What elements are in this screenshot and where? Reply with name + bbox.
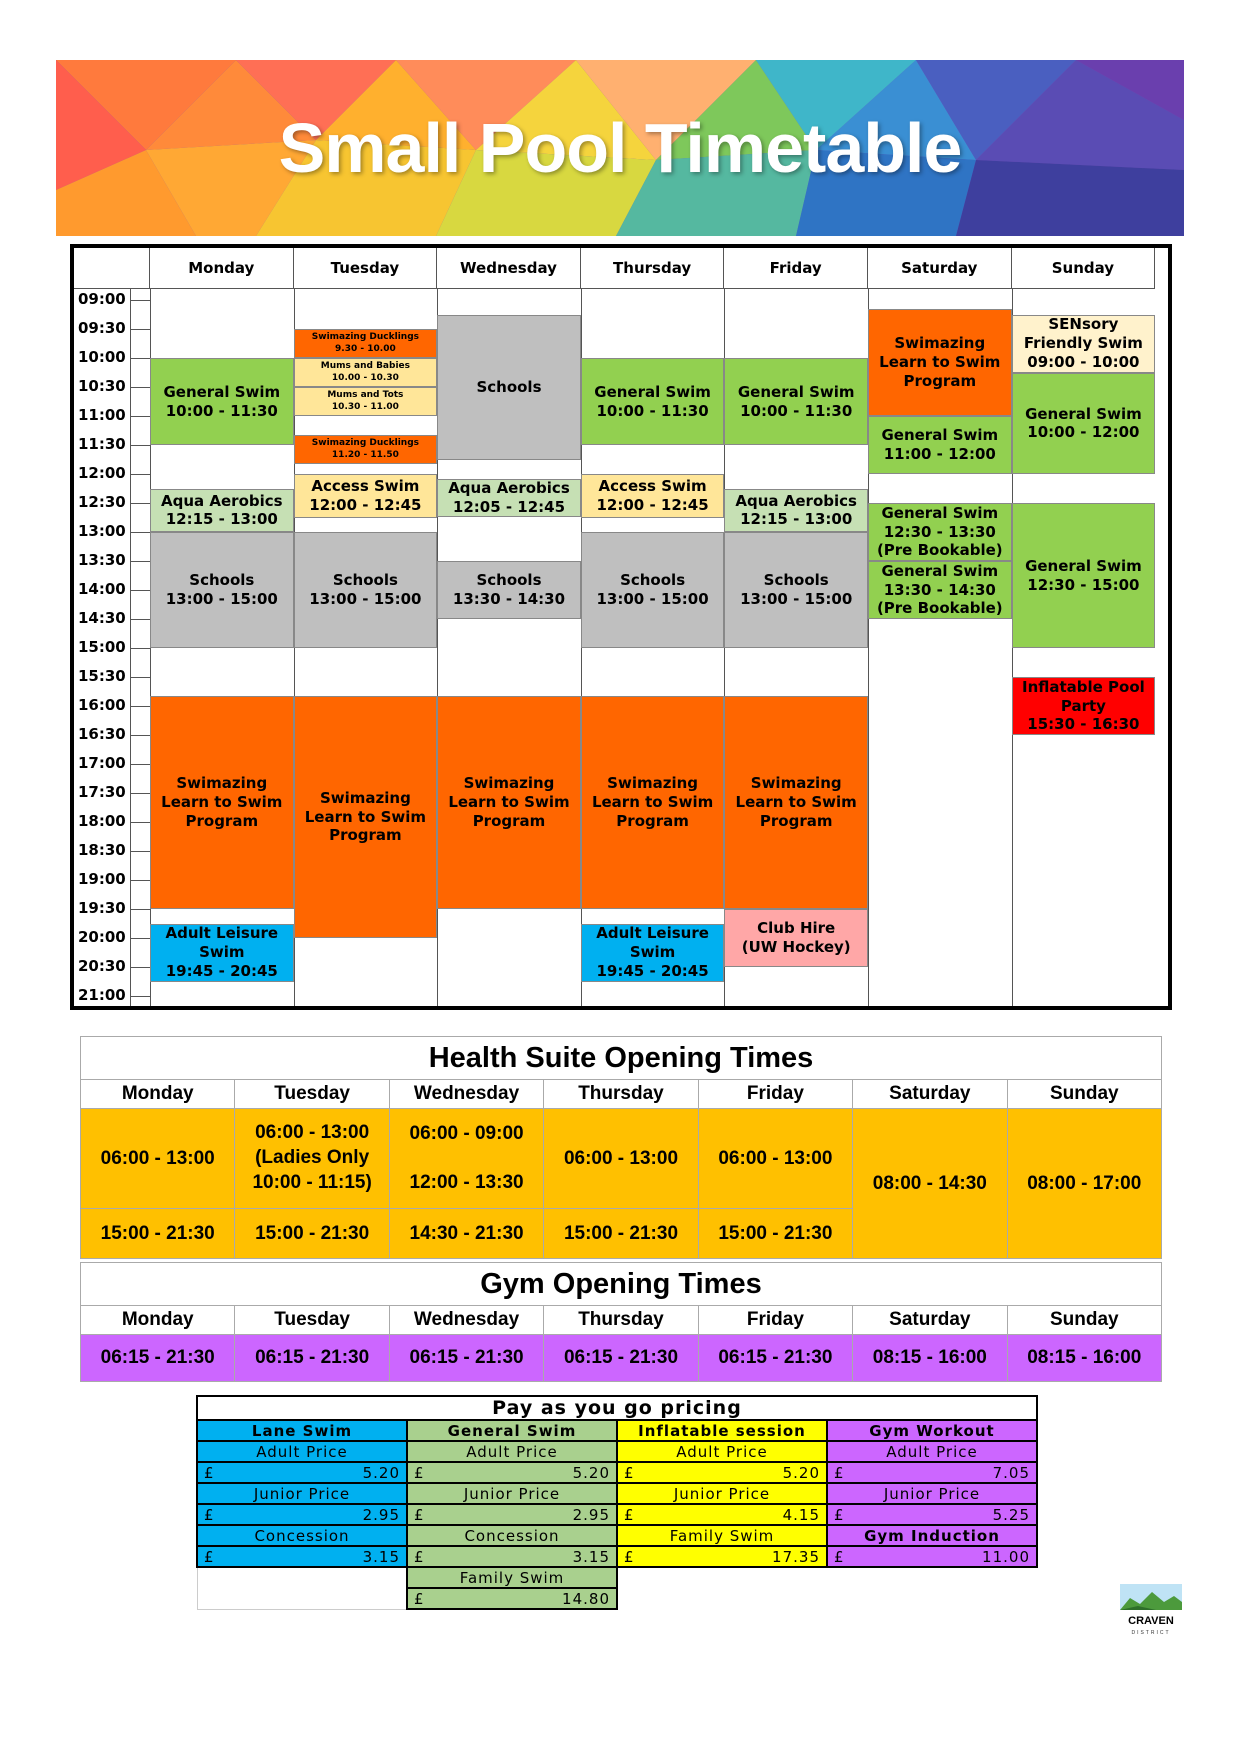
event-text: 13:00 - 15:00 bbox=[165, 590, 278, 608]
time-tick bbox=[130, 358, 150, 359]
event-text: Schools bbox=[189, 571, 255, 590]
time-label: 19:30 bbox=[78, 899, 126, 917]
currency-symbol: £ bbox=[624, 1547, 635, 1566]
event-text: Learn to Swim bbox=[161, 793, 283, 812]
event-text: 9.30 - 10.00 bbox=[335, 343, 396, 354]
time-label: 21:00 bbox=[78, 986, 126, 1004]
hs-tue-am-time: 06:00 - 13:00 bbox=[255, 1122, 370, 1144]
day-header-monday: Monday bbox=[150, 248, 294, 289]
event-text: 10.30 - 11.00 bbox=[331, 401, 399, 412]
time-label: 09:00 bbox=[78, 290, 126, 308]
price-cell bbox=[407, 1504, 617, 1525]
time-tick bbox=[130, 590, 150, 591]
event-text: Learn to Swim bbox=[879, 352, 1001, 371]
timetable-event bbox=[868, 503, 1012, 561]
event-text: Adult Leisure bbox=[165, 924, 279, 943]
pool-timetable bbox=[70, 244, 1172, 1010]
timetable-event bbox=[581, 358, 725, 445]
event-text: Schools bbox=[763, 571, 829, 590]
event-text: 12:15 - 13:00 bbox=[165, 510, 278, 529]
time-tick bbox=[130, 387, 150, 388]
gym-hours-cell: 08:15 - 16:00 bbox=[853, 1335, 1007, 1382]
event-text: Schools bbox=[476, 571, 542, 590]
time-label: 15:30 bbox=[78, 667, 126, 685]
time-label: 18:00 bbox=[78, 812, 126, 830]
event-text: Aqua Aerobics bbox=[735, 491, 857, 510]
event-text: Swimazing bbox=[894, 334, 986, 353]
gym-hours-cell: 06:15 - 21:30 bbox=[81, 1335, 235, 1382]
hs-wed-am1: 06:00 - 09:00 bbox=[389, 1109, 543, 1159]
craven-logo bbox=[1120, 1584, 1182, 1636]
hs-wed-am2: 12:00 - 13:30 bbox=[389, 1159, 543, 1209]
price-cell bbox=[407, 1546, 617, 1567]
event-text: Party bbox=[1060, 696, 1106, 715]
event-text: Swim bbox=[629, 943, 676, 962]
gym-hours-cell: 08:15 - 16:00 bbox=[1007, 1335, 1161, 1382]
timetable-event bbox=[437, 561, 581, 619]
price-label: Adult Price bbox=[827, 1441, 1037, 1462]
event-text: 13:30 - 14:30 bbox=[883, 580, 996, 599]
event-text: Mums and Babies bbox=[320, 360, 410, 371]
price-value: 2.95 bbox=[572, 1505, 610, 1524]
event-text: 12:00 - 12:45 bbox=[309, 495, 422, 514]
day-header-wednesday: Wednesday bbox=[437, 248, 581, 289]
timetable-event bbox=[724, 532, 868, 648]
gym-day: Monday bbox=[81, 1306, 235, 1335]
event-text: Adult Leisure bbox=[596, 924, 709, 943]
event-text: 10:00 - 11:30 bbox=[165, 401, 278, 420]
timetable-event bbox=[150, 358, 294, 445]
timetable-event bbox=[150, 532, 294, 648]
hs-day: Saturday bbox=[853, 1080, 1007, 1109]
timetable-event bbox=[1012, 503, 1156, 648]
time-tick bbox=[130, 300, 150, 301]
time-tick bbox=[130, 445, 150, 446]
time-label: 18:30 bbox=[78, 841, 126, 859]
event-text: General Swim bbox=[1025, 404, 1142, 423]
day-header-friday: Friday bbox=[724, 248, 868, 289]
currency-symbol: £ bbox=[834, 1463, 845, 1482]
price-value: 3.15 bbox=[572, 1547, 610, 1566]
price-label: Adult Price bbox=[617, 1441, 827, 1462]
day-header-tuesday: Tuesday bbox=[294, 248, 438, 289]
hs-fri-am: 06:00 - 13:00 bbox=[698, 1109, 852, 1209]
price-label: Adult Price bbox=[407, 1441, 617, 1462]
general-swim-header: General Swim bbox=[407, 1420, 617, 1441]
time-tick bbox=[130, 996, 150, 997]
price-label: Concession bbox=[407, 1525, 617, 1546]
price-value: 5.20 bbox=[782, 1463, 820, 1482]
currency-symbol: £ bbox=[624, 1463, 635, 1482]
currency-symbol: £ bbox=[414, 1505, 425, 1524]
time-label: 10:30 bbox=[78, 377, 126, 395]
timetable-event bbox=[724, 909, 868, 967]
event-text: Program bbox=[903, 371, 977, 390]
event-text: Swimazing bbox=[176, 774, 268, 793]
event-text: Learn to Swim bbox=[304, 807, 427, 826]
price-cell bbox=[827, 1546, 1037, 1567]
event-text: General Swim bbox=[881, 561, 999, 580]
title-banner bbox=[56, 60, 1184, 236]
event-text: Swimazing Ducklings bbox=[311, 331, 419, 342]
event-text: (Pre Bookable) bbox=[876, 599, 1003, 618]
currency-symbol: £ bbox=[204, 1505, 215, 1524]
time-tick bbox=[130, 706, 150, 707]
event-text: Learn to Swim bbox=[735, 793, 857, 812]
time-label: 10:00 bbox=[78, 348, 126, 366]
event-text: Program bbox=[329, 826, 402, 845]
event-text: 15:30 - 16:30 bbox=[1027, 715, 1140, 734]
event-text: General Swim bbox=[594, 382, 711, 401]
time-label: 16:00 bbox=[78, 696, 126, 714]
event-text: General Swim bbox=[737, 382, 855, 401]
gym-hours-cell: 06:15 - 21:30 bbox=[544, 1335, 698, 1382]
corner-cell bbox=[74, 248, 150, 289]
event-text: 09:00 - 10:00 bbox=[1027, 352, 1140, 371]
price-label: Adult Price bbox=[197, 1441, 407, 1462]
day-header-thursday: Thursday bbox=[581, 248, 725, 289]
day-header-sunday: Sunday bbox=[1012, 248, 1156, 289]
gym-day: Saturday bbox=[853, 1306, 1007, 1335]
hs-thu-pm: 15:00 - 21:30 bbox=[544, 1209, 698, 1259]
event-text: Inflatable Pool bbox=[1021, 677, 1145, 696]
time-label: 14:00 bbox=[78, 580, 126, 598]
price-value: 5.25 bbox=[992, 1505, 1030, 1524]
timetable-event bbox=[868, 561, 1012, 619]
event-text: Mums and Tots bbox=[327, 389, 404, 400]
time-label: 20:00 bbox=[78, 928, 126, 946]
lane-swim-header: Lane Swim bbox=[197, 1420, 407, 1441]
timetable-event bbox=[1012, 677, 1156, 735]
time-tick bbox=[130, 677, 150, 678]
timetable-event bbox=[1012, 315, 1156, 373]
health-suite-days bbox=[81, 1080, 1162, 1109]
time-tick bbox=[130, 329, 150, 330]
timetable-event bbox=[581, 532, 725, 648]
day-header-saturday: Saturday bbox=[868, 248, 1012, 289]
event-text: Schools bbox=[476, 377, 542, 396]
timetable-event bbox=[581, 474, 725, 518]
gym-day: Sunday bbox=[1007, 1306, 1161, 1335]
currency-symbol: £ bbox=[414, 1589, 425, 1608]
hs-tue-pm: 15:00 - 21:30 bbox=[235, 1209, 389, 1259]
price-label: Junior Price bbox=[407, 1483, 617, 1504]
timetable-event bbox=[1012, 373, 1156, 475]
time-label: 11:30 bbox=[78, 435, 126, 453]
timetable-event bbox=[437, 696, 581, 909]
event-text: Program bbox=[185, 811, 259, 830]
timetable-event bbox=[150, 696, 294, 909]
time-label: 13:00 bbox=[78, 522, 126, 540]
timetable-event bbox=[581, 924, 725, 982]
time-tick bbox=[130, 880, 150, 881]
event-text: General Swim bbox=[1025, 556, 1142, 575]
price-value: 3.15 bbox=[362, 1547, 400, 1566]
event-text: 12:00 - 12:45 bbox=[596, 495, 709, 514]
event-text: 12:30 - 15:00 bbox=[1027, 575, 1140, 594]
health-suite-title: Health Suite Opening Times bbox=[81, 1037, 1162, 1080]
price-cell bbox=[197, 1504, 407, 1525]
event-text: Swimazing bbox=[319, 788, 411, 807]
hs-tue-note: 10:00 - 11:15) bbox=[252, 1171, 372, 1193]
event-text: 10.00 - 10.30 bbox=[331, 372, 399, 383]
time-tick bbox=[130, 648, 150, 649]
time-label: 12:30 bbox=[78, 493, 126, 511]
event-text: General Swim bbox=[881, 426, 999, 445]
time-label: 17:30 bbox=[78, 783, 126, 801]
timetable-event bbox=[294, 474, 438, 518]
event-text: 13:00 - 15:00 bbox=[596, 590, 709, 608]
hs-tue-note: (Ladies Only bbox=[255, 1147, 370, 1169]
price-cell bbox=[407, 1588, 617, 1609]
inflatable-header: Inflatable session bbox=[617, 1420, 827, 1441]
timetable-event bbox=[581, 696, 725, 909]
time-tick bbox=[130, 909, 150, 910]
price-value: 5.20 bbox=[572, 1463, 610, 1482]
time-tick bbox=[130, 967, 150, 968]
event-text: Swimazing bbox=[750, 774, 842, 793]
hs-day: Sunday bbox=[1007, 1080, 1161, 1109]
time-label: 11:00 bbox=[78, 406, 126, 424]
event-text: Learn to Swim bbox=[591, 793, 714, 812]
logo-text: CRAVEN bbox=[1128, 1615, 1174, 1627]
timetable-grid bbox=[74, 248, 1168, 1006]
hs-sun: 08:00 - 17:00 bbox=[1007, 1109, 1161, 1259]
event-text: 10:00 - 12:00 bbox=[1027, 423, 1140, 442]
event-text: SENsory bbox=[1048, 315, 1119, 334]
currency-symbol: £ bbox=[204, 1547, 215, 1566]
price-cell bbox=[827, 1504, 1037, 1525]
time-label: 09:30 bbox=[78, 319, 126, 337]
price-cell bbox=[827, 1462, 1037, 1483]
price-label: Family Swim bbox=[617, 1525, 827, 1546]
gym-day: Wednesday bbox=[389, 1306, 543, 1335]
hs-mon-pm: 15:00 - 21:30 bbox=[81, 1209, 235, 1259]
time-tick bbox=[130, 938, 150, 939]
time-label: 13:30 bbox=[78, 551, 126, 569]
currency-symbol: £ bbox=[834, 1547, 845, 1566]
event-text: Club Hire bbox=[757, 919, 836, 938]
price-cell bbox=[617, 1546, 827, 1567]
price-cell bbox=[407, 1462, 617, 1483]
hs-day: Tuesday bbox=[235, 1080, 389, 1109]
event-text: Friendly Swim bbox=[1023, 334, 1143, 353]
price-cell bbox=[197, 1546, 407, 1567]
event-text: Swim bbox=[199, 943, 245, 962]
hs-day: Monday bbox=[81, 1080, 235, 1109]
time-tick bbox=[130, 474, 150, 475]
hs-tue-am bbox=[235, 1109, 389, 1209]
price-cell bbox=[617, 1462, 827, 1483]
price-cell bbox=[617, 1504, 827, 1525]
hs-day: Wednesday bbox=[389, 1080, 543, 1109]
time-tick bbox=[130, 822, 150, 823]
price-value: 11.00 bbox=[982, 1547, 1030, 1566]
event-text: 13:30 - 14:30 bbox=[452, 590, 566, 608]
event-text: Aqua Aerobics bbox=[448, 479, 570, 498]
time-label: 17:00 bbox=[78, 754, 126, 772]
gym-table bbox=[80, 1262, 1162, 1382]
event-text: 13:00 - 15:00 bbox=[309, 590, 422, 608]
event-text: 12:15 - 13:00 bbox=[740, 510, 853, 529]
pricing-table bbox=[196, 1395, 1038, 1610]
time-label: 15:00 bbox=[78, 638, 126, 656]
gym-hours-cell: 06:15 - 21:30 bbox=[698, 1335, 852, 1382]
event-text: Swimazing bbox=[463, 774, 555, 793]
event-text: Aqua Aerobics bbox=[161, 491, 283, 510]
gym-day: Thursday bbox=[544, 1306, 698, 1335]
time-tick bbox=[130, 619, 150, 620]
price-label: Junior Price bbox=[197, 1483, 407, 1504]
event-text: Program bbox=[472, 811, 546, 830]
timetable-event bbox=[868, 309, 1012, 416]
timetable-event bbox=[294, 329, 438, 358]
hs-fri-pm: 15:00 - 21:30 bbox=[698, 1209, 852, 1259]
gym-day: Friday bbox=[698, 1306, 852, 1335]
timetable-event bbox=[150, 489, 294, 533]
price-label: Family Swim bbox=[407, 1567, 617, 1588]
currency-symbol: £ bbox=[414, 1463, 425, 1482]
price-label: Concession bbox=[197, 1525, 407, 1546]
time-label: 12:00 bbox=[78, 464, 126, 482]
time-tick bbox=[130, 764, 150, 765]
gym-title: Gym Opening Times bbox=[81, 1263, 1162, 1306]
price-label: Junior Price bbox=[617, 1483, 827, 1504]
event-text: Access Swim bbox=[311, 477, 420, 495]
craven-logo-icon bbox=[1120, 1584, 1182, 1636]
timetable-event bbox=[150, 924, 294, 982]
event-text: 12:05 - 12:45 bbox=[452, 498, 566, 517]
price-value: 14.80 bbox=[562, 1589, 610, 1608]
event-text: Schools bbox=[332, 571, 398, 590]
time-tick bbox=[130, 416, 150, 417]
time-tick bbox=[130, 793, 150, 794]
timetable-event bbox=[724, 696, 868, 909]
gym-day: Tuesday bbox=[235, 1306, 389, 1335]
price-value: 2.95 bbox=[362, 1505, 400, 1524]
event-text: Access Swim bbox=[598, 477, 707, 495]
logo-subtext: DISTRICT bbox=[1131, 1630, 1171, 1636]
currency-symbol: £ bbox=[204, 1463, 215, 1482]
timetable-event bbox=[294, 358, 438, 387]
event-text: 10:00 - 11:30 bbox=[596, 401, 709, 420]
hs-day: Friday bbox=[698, 1080, 852, 1109]
hs-mon-am: 06:00 - 13:00 bbox=[81, 1109, 235, 1209]
hs-day: Thursday bbox=[544, 1080, 698, 1109]
timetable-event bbox=[437, 315, 581, 460]
gym-days bbox=[81, 1306, 1162, 1335]
event-text: Program bbox=[616, 811, 689, 830]
time-tick bbox=[130, 503, 150, 504]
timetable-event bbox=[724, 358, 868, 445]
price-cell bbox=[197, 1462, 407, 1483]
timetable-event bbox=[868, 416, 1012, 474]
event-text: Swimazing bbox=[607, 774, 699, 793]
time-tick bbox=[130, 561, 150, 562]
price-label: Gym Induction bbox=[827, 1525, 1037, 1546]
empty-cell bbox=[197, 1567, 407, 1609]
event-text: General Swim bbox=[163, 382, 281, 401]
page-title: Small Pool Timetable bbox=[278, 109, 962, 187]
time-label: 14:30 bbox=[78, 609, 126, 627]
event-text: Schools bbox=[620, 571, 686, 590]
time-label: 16:30 bbox=[78, 725, 126, 743]
event-text: Program bbox=[759, 811, 833, 830]
gym-workout-header: Gym Workout bbox=[827, 1420, 1037, 1441]
event-text: 13:00 - 15:00 bbox=[740, 590, 853, 608]
currency-symbol: £ bbox=[624, 1505, 635, 1524]
event-text: (Pre Bookable) bbox=[876, 541, 1003, 560]
hs-sat: 08:00 - 14:30 bbox=[853, 1109, 1007, 1259]
time-label: 19:00 bbox=[78, 870, 126, 888]
timetable-event bbox=[724, 489, 868, 533]
hs-wed-pm: 14:30 - 21:30 bbox=[389, 1209, 543, 1259]
gym-hours-cell: 06:15 - 21:30 bbox=[389, 1335, 543, 1382]
timetable-event bbox=[294, 435, 438, 464]
event-text: 19:45 - 20:45 bbox=[596, 961, 709, 980]
timetable-event bbox=[294, 387, 438, 416]
event-text: 11.20 - 11.50 bbox=[331, 449, 399, 460]
price-value: 4.15 bbox=[782, 1505, 820, 1524]
timetable-event bbox=[294, 696, 438, 938]
pricing-title: Pay as you go pricing bbox=[197, 1396, 1037, 1420]
gym-hours bbox=[81, 1335, 1162, 1382]
price-value: 17.35 bbox=[772, 1547, 820, 1566]
event-text: 12:30 - 13:30 bbox=[883, 522, 996, 541]
price-label: Junior Price bbox=[827, 1483, 1037, 1504]
time-tick bbox=[130, 532, 150, 533]
price-value: 5.20 bbox=[362, 1463, 400, 1482]
timetable-event bbox=[437, 479, 581, 518]
timetable-event bbox=[294, 532, 438, 648]
event-text: Swimazing Ducklings bbox=[311, 437, 419, 448]
event-text: General Swim bbox=[881, 503, 999, 522]
health-suite-table bbox=[80, 1036, 1162, 1259]
hs-thu-am: 06:00 - 13:00 bbox=[544, 1109, 698, 1209]
time-label: 20:30 bbox=[78, 957, 126, 975]
empty-cell bbox=[617, 1567, 1037, 1609]
event-text: (UW Hockey) bbox=[741, 938, 851, 956]
event-text: 11:00 - 12:00 bbox=[883, 445, 996, 463]
price-value: 7.05 bbox=[992, 1463, 1030, 1482]
event-text: 19:45 - 20:45 bbox=[165, 961, 278, 980]
event-text: Learn to Swim bbox=[448, 793, 570, 812]
gym-hours-cell: 06:15 - 21:30 bbox=[235, 1335, 389, 1382]
currency-symbol: £ bbox=[414, 1547, 425, 1566]
time-tick bbox=[130, 851, 150, 852]
time-tick bbox=[130, 735, 150, 736]
event-text: 10:00 - 11:30 bbox=[740, 401, 853, 420]
currency-symbol: £ bbox=[834, 1505, 845, 1524]
